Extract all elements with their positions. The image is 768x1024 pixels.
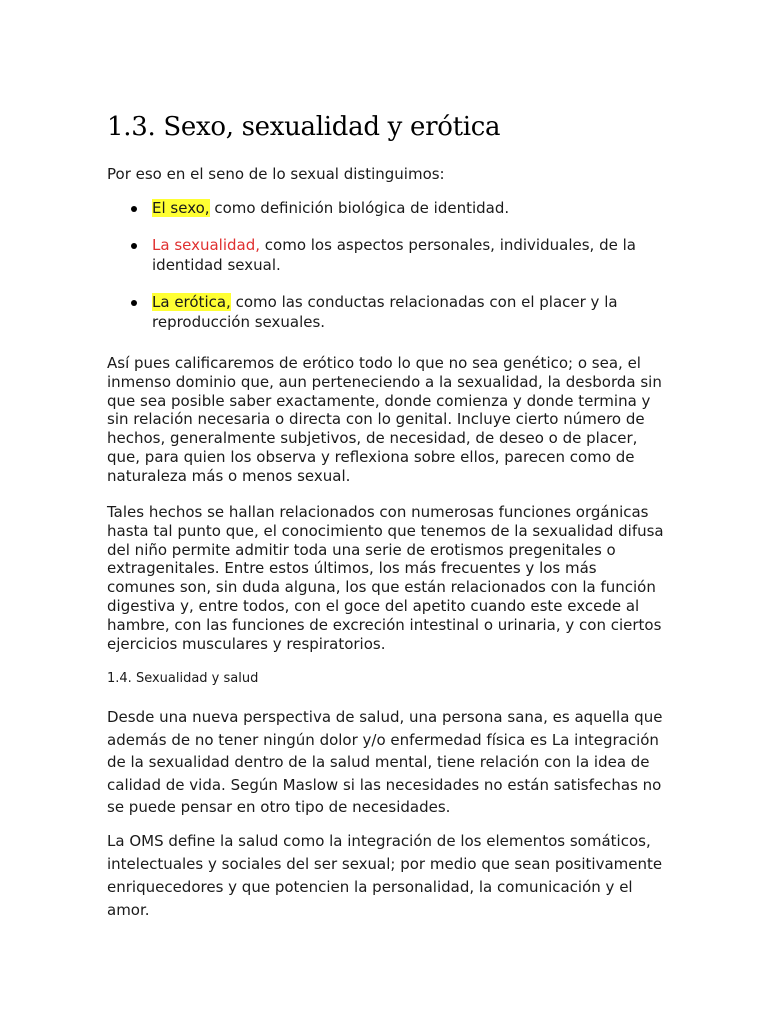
definition-sexo: como definición biológica de identidad. xyxy=(209,199,510,217)
subsection-heading: 1.4. Sexualidad y salud xyxy=(107,671,259,686)
list-item-erotica xyxy=(107,292,667,332)
definition-sexualidad: como los aspectos personales, individuales, de la identidad sexual. xyxy=(152,236,636,274)
definition-erotica: como las conductas relacionadas con el placer y la reproducción sexuales. xyxy=(152,293,618,331)
list-item-sexo xyxy=(107,198,667,218)
paragraph-salud: Desde una nueva perspectiva de salud, una persona sana, es aquella que además de no tener ningún dolor y/o enfermedad física es La integración de la sexualidad dentro de la salud mental, tiene relación con la idea de calidad de vida. Según Maslow si las necesidades no están satisfechas no se puede pensar en otro tipo de necesidades. xyxy=(107,708,663,816)
bullet-icon xyxy=(131,243,137,249)
bullet-icon xyxy=(131,300,137,306)
intro-paragraph: Por eso en el seno de lo sexual distinguimos: xyxy=(107,165,445,183)
paragraph-oms: La OMS define la salud como la integración de los elementos somáticos, intelectuales y sociales del ser sexual; por medio que sean positivamente enriquecedores y que potencien la personalidad, la comunicación y el amor. xyxy=(107,832,663,919)
list-item-sexualidad xyxy=(107,235,667,275)
paragraph-erotico: Así pues calificaremos de erótico todo lo que no sea genético; o sea, el inmenso dominio que, aun perteneciendo a la sexualidad, la desborda sin que sea posible saber exactamente, donde comienza y donde termina y sin relación necesaria o directa con lo genital. Incluye cierto número de hechos, generalmente subjetivos, de necesidad, de deseo o de placer, que, para quien los observa y reflexiona sobre ellos, parecen como de naturaleza más o menos sexual. xyxy=(107,354,662,485)
term-sexualidad: La sexualidad, xyxy=(152,236,261,254)
term-erotica: La erótica, xyxy=(152,293,231,311)
term-sexo: El sexo, xyxy=(152,199,210,217)
bullet-icon xyxy=(131,206,137,212)
definition-list xyxy=(107,198,667,349)
paragraph-hechos: Tales hechos se hallan relacionados con numerosas funciones orgánicas hasta tal punto que, el conocimiento que tenemos de la sexualidad difusa del niño permite admitir toda una serie de erotismos pregenitales o extragenitales. Entre estos últimos, los más frecuentes y los más comunes son, sin duda alguna, los que están relacionados con la función digestiva y, entre todos, con el goce del apetito cuando este excede al hambre, con las funciones de excreción intestinal o urinaria, y con ciertos ejercicios musculares y respiratorios. xyxy=(107,503,664,653)
section-title: 1.3. Sexo, sexualidad y erótica xyxy=(107,112,501,142)
